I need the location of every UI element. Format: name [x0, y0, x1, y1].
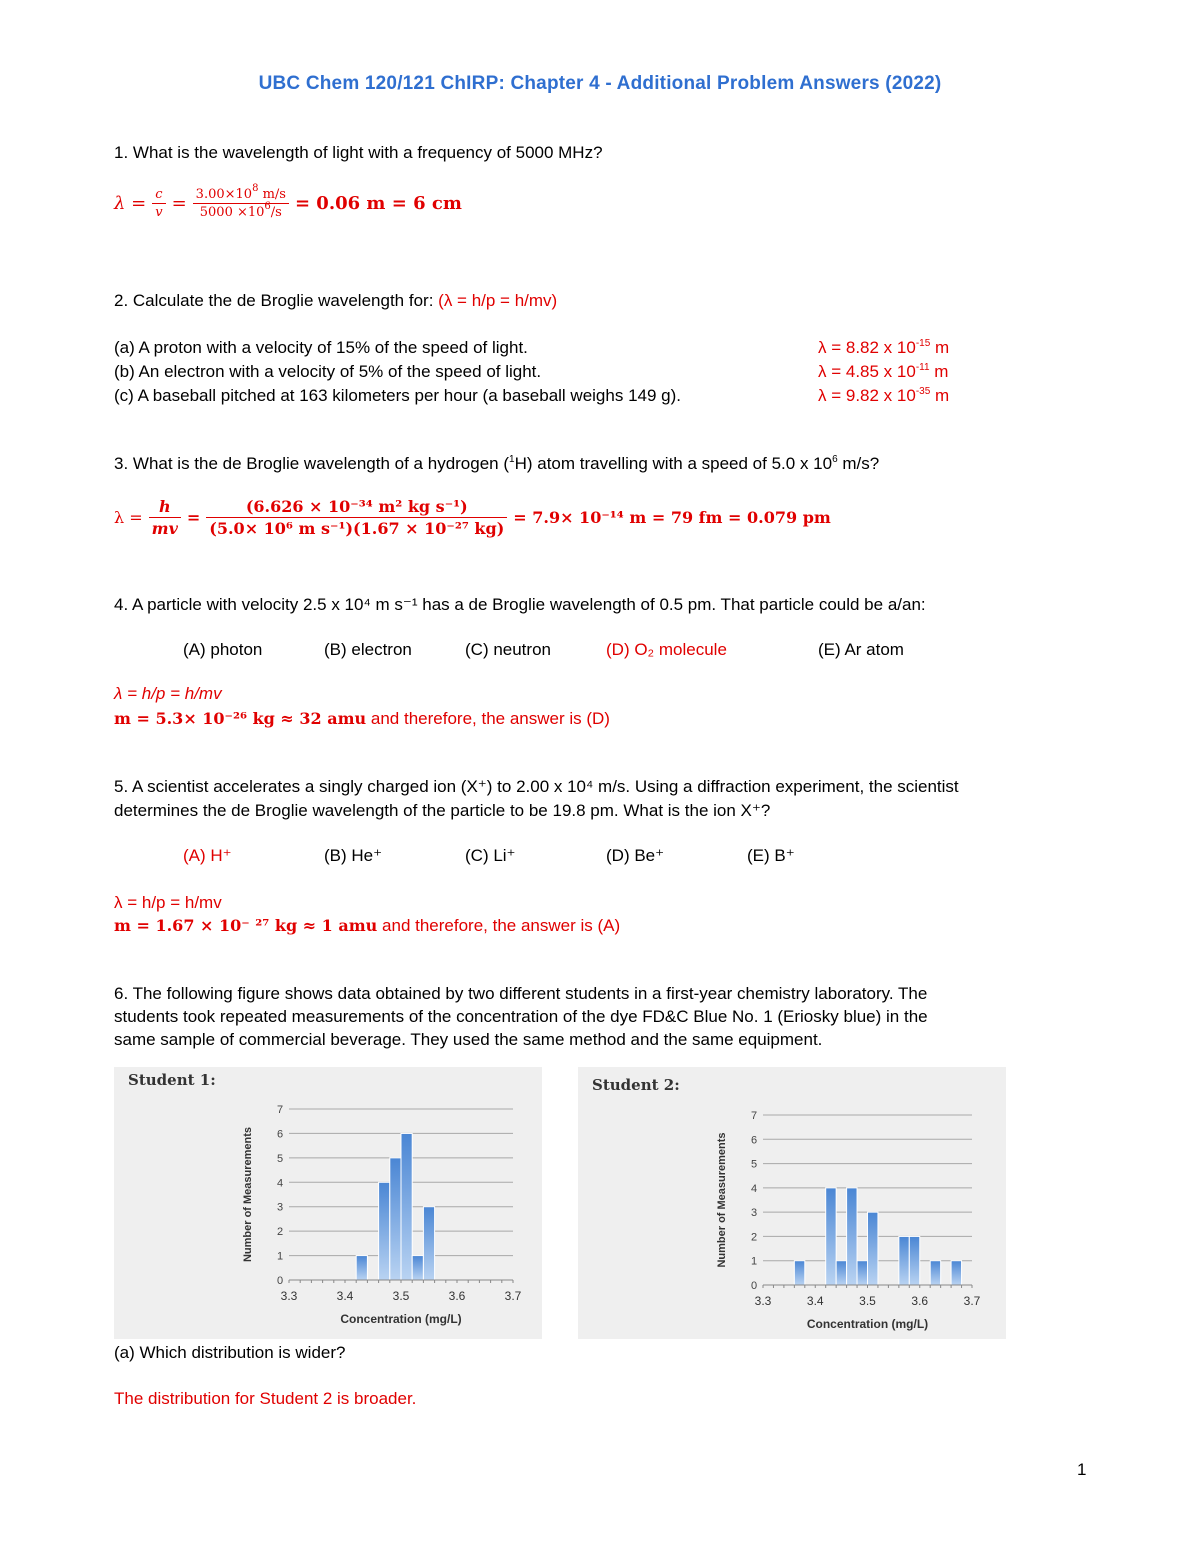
y-axis-label: Number of Measurements	[242, 1126, 254, 1263]
x-tick-label: 3.3	[754, 1294, 772, 1308]
q2-answer-c: λ = 9.82 x $10^{-35}$ m	[818, 386, 950, 405]
y-tick-label: 4	[276, 1177, 284, 1190]
bar	[356, 1256, 367, 1280]
bar	[836, 1261, 846, 1285]
q6-line1: 6. The following figure shows data obtained by two different students in a first-year chemistry laboratory. The	[114, 984, 928, 1003]
q6-answer-a: The distribution for Student 2 is broader.	[114, 1389, 417, 1408]
bar	[899, 1236, 909, 1285]
q1-result: = 0.06 m = 6 cm	[294, 193, 462, 214]
y-tick-label: 1	[750, 1255, 758, 1268]
q1-question: 1. What is the wavelength of light with a frequency of 5000 MHz?	[114, 143, 603, 162]
bar	[390, 1158, 401, 1280]
y-axis-label: Number of Measurements	[716, 1132, 728, 1268]
y-tick-label: 0	[750, 1280, 758, 1292]
x-tick-label: 3.7	[504, 1289, 522, 1303]
q3-frac2: $\frac{\text{(6.626 × 10⁻³⁴ m² kg s⁻¹)}}{\text{(5.0× 10⁶ m s⁻¹)(1.67 × 10⁻²⁷ kg)}}$	[206, 497, 507, 538]
chart-panel-student1	[114, 1067, 542, 1339]
q1-equation: λ = $\frac{c}{v}$ = $\frac{3.00\times 10^8 m/s}{5000 \times 10^6/s}$ = 0.06 m = 6 cm	[114, 183, 462, 220]
q5-option-e: (E) B⁺	[747, 846, 795, 865]
y-tick-label: 2	[276, 1226, 284, 1239]
q5-option-d: (D) Be⁺	[606, 846, 665, 865]
x-tick-label: 3.7	[963, 1294, 981, 1308]
bar	[423, 1207, 434, 1280]
bar	[868, 1212, 878, 1285]
q4-option-a: (A) photon	[183, 640, 263, 659]
q1-frac2-den: $5000 \times 10^6/s$	[199, 201, 282, 220]
q1-frac1	[152, 187, 165, 220]
q2-part-a: (a) A proton with a velocity of 15% of the speed of light.	[114, 338, 528, 357]
q2-question: 2. Calculate the de Broglie wavelength for: (λ = h/p = h/mv)	[114, 291, 558, 310]
chart1-title: Student 1:	[128, 1071, 216, 1089]
y-tick-label: 3	[750, 1207, 758, 1220]
q4-option-e: (E) Ar atom	[818, 640, 904, 659]
bar	[379, 1182, 390, 1280]
q6-line3: same sample of commercial beverage. They used the same method and the same equipment.	[114, 1030, 823, 1049]
y-tick-label: 5	[750, 1158, 758, 1171]
x-tick-label: 3.5	[859, 1294, 876, 1308]
q6-part-a: (a) Which distribution is wider?	[114, 1343, 346, 1362]
q5-option-a: (A) H⁺	[183, 846, 232, 865]
bar	[794, 1261, 804, 1285]
y-tick-label: 6	[750, 1134, 758, 1147]
y-tick-label: 6	[276, 1128, 284, 1141]
q2-answer-a: λ = 8.82 x $10^{-15}$ m	[818, 338, 950, 357]
q5-option-b: (B) He⁺	[324, 846, 383, 865]
q1-frac2-num: $3.00\times 10^8$ m/s	[193, 187, 289, 204]
q1-frac2	[193, 183, 289, 220]
q4-option-c: (C) neutron	[465, 640, 551, 659]
q5-answer-line2: m = 1.67 × 10⁻ ²⁷ kg ≈ 1 amu and therefore, the answer is (A)	[114, 916, 621, 935]
q4-answer-line2: m = 5.3× 10⁻²⁶ kg ≈ 32 amu and therefore, the answer is (D)	[114, 709, 610, 728]
y-tick-label: 4	[750, 1182, 758, 1195]
bar	[909, 1236, 919, 1285]
q5-option-c: (C) Li⁺	[465, 846, 516, 865]
y-tick-label: 1	[276, 1250, 284, 1263]
q4-question: 4. A particle with velocity 2.5 x 10⁴ m s⁻¹ has a de Broglie wavelength of 0.5 pm. That particle could be a/an:	[114, 595, 926, 614]
chart-panel-student2	[578, 1067, 1006, 1339]
q1-lhs: λ =	[114, 193, 147, 214]
y-tick-label: 0	[276, 1275, 284, 1287]
q1-frac1-den: v	[155, 205, 163, 220]
q4-option-d: (D) O₂ molecule	[606, 640, 727, 659]
q5-question-line1: 5. A scientist accelerates a singly charged ion (X⁺) to 2.00 x 10⁴ m/s. Using a diffraction experiment, the scientist	[114, 777, 959, 796]
y-tick-label: 3	[276, 1201, 284, 1214]
page-title: UBC Chem 120/121 ChIRP: Chapter 4 - Additional Problem Answers (2022)	[258, 73, 942, 94]
x-tick-label: 3.6	[448, 1289, 466, 1303]
bar	[401, 1133, 412, 1280]
q4-option-b: (B) electron	[324, 640, 412, 659]
q4-answer-line1: λ = h/p = h/mv	[114, 684, 222, 703]
q3-frac1: $\frac{h}{mv}$	[149, 497, 181, 538]
y-tick-label: 7	[750, 1110, 758, 1122]
q2-part-b: (b) An electron with a velocity of 5% of the speed of light.	[114, 362, 542, 381]
chart-student2	[578, 1067, 1006, 1339]
q1-frac1-num: c	[152, 187, 165, 204]
bar	[951, 1261, 961, 1285]
bar	[412, 1256, 423, 1280]
x-tick-label: 3.4	[336, 1289, 354, 1303]
q3-question: 3. What is the de Broglie wavelength of a hydrogen ($^1$H) atom travelling with a speed of 5.0 x $10^6$ m/s?	[114, 454, 880, 473]
bar	[857, 1261, 867, 1285]
page-number: 1	[1077, 1460, 1087, 1479]
q2-formula: (λ = h/p = h/mv)	[438, 291, 558, 310]
x-tick-label: 3.5	[392, 1289, 410, 1303]
x-axis-label: Concentration (mg/L)	[340, 1312, 462, 1326]
y-tick-label: 7	[276, 1104, 284, 1116]
x-tick-label: 3.3	[280, 1289, 298, 1303]
q5-question-line2: determines the de Broglie wavelength of the particle to be 19.8 pm. What is the ion X⁺?	[114, 801, 771, 820]
q2-answer-b: λ = 4.85 x $10^{-11}$ m	[818, 362, 949, 381]
q3-result: = 7.9× 10⁻¹⁴ m = 79 fm = 0.079 pm	[513, 508, 831, 527]
q6-line2: students took repeated measurements of the concentration of the dye FD&C Blue No. 1 (Eriosky blue) in the	[114, 1007, 928, 1026]
x-tick-label: 3.4	[806, 1294, 824, 1308]
x-tick-label: 3.6	[911, 1294, 929, 1308]
q2-part-c: (c) A baseball pitched at 163 kilometers per hour (a baseball weighs 149 g).	[114, 386, 681, 405]
q5-answer-line1: λ = h/p = h/mv	[114, 893, 222, 912]
chart-student1	[114, 1067, 542, 1339]
y-tick-label: 2	[750, 1231, 758, 1244]
q3-lhs: λ =	[114, 508, 143, 527]
q3-equation: λ = $\frac{h}{mv}$ = $\frac{\text{(6.626 × 10⁻³⁴ m² kg s⁻¹)}}{\text{(5.0× 10⁶ m s⁻¹)(1.67 × 10⁻²⁷ kg)}}$ = 7.9× 10⁻¹⁴ m = 79 fm = 0.079 pm	[114, 497, 831, 538]
chart2-title: Student 2:	[592, 1076, 680, 1094]
y-tick-label: 5	[276, 1152, 284, 1165]
bar	[930, 1261, 940, 1285]
x-axis-label: Concentration (mg/L)	[806, 1317, 929, 1331]
bar	[847, 1188, 857, 1285]
bar	[826, 1188, 836, 1285]
